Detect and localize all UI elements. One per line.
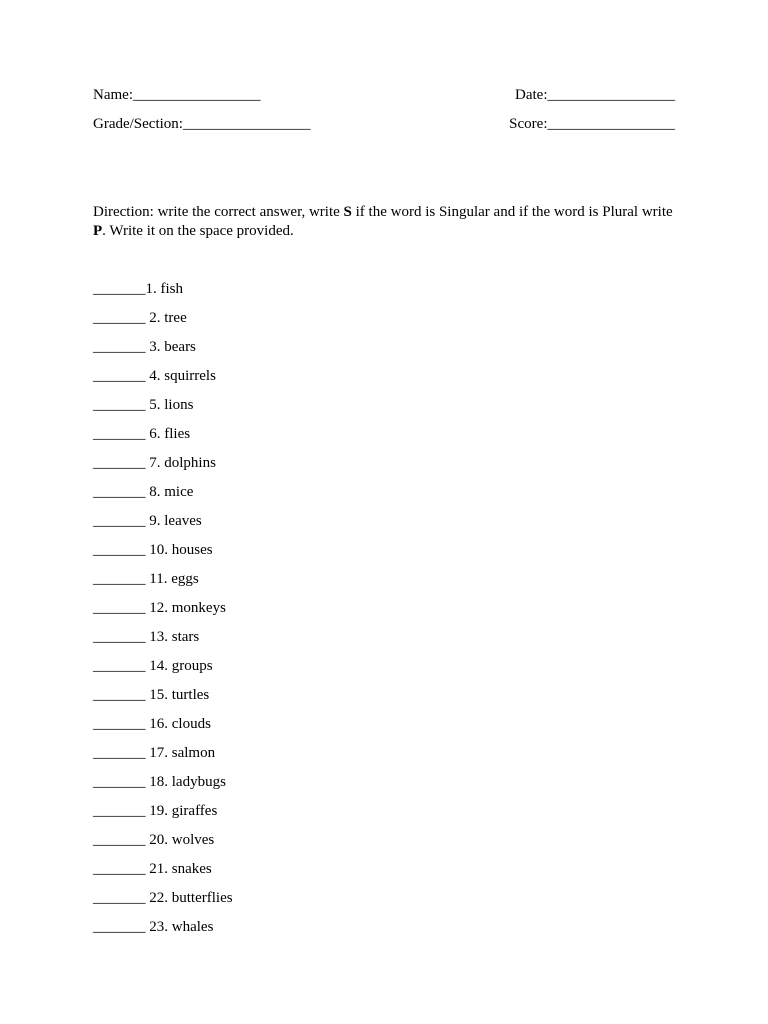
question-word: 4. squirrels bbox=[149, 368, 216, 384]
header-row-name-date bbox=[93, 87, 675, 107]
score-field[interactable]: Score:_________________ bbox=[509, 116, 675, 132]
question-word: 11. eggs bbox=[149, 571, 199, 587]
question-item bbox=[93, 715, 233, 744]
question-word: 19. giraffes bbox=[149, 803, 218, 819]
direction-singular-letter: S bbox=[343, 204, 352, 220]
direction-part3: . Write it on the space provided. bbox=[102, 223, 294, 239]
answer-blank[interactable]: _______ bbox=[93, 542, 150, 558]
question-item bbox=[93, 744, 233, 773]
date-field[interactable]: Date:_________________ bbox=[515, 87, 675, 103]
question-word: 5. lions bbox=[149, 397, 194, 413]
question-item bbox=[93, 512, 233, 541]
question-item bbox=[93, 483, 233, 512]
answer-blank[interactable]: _______ bbox=[93, 571, 150, 587]
question-word: 3. bears bbox=[149, 339, 196, 355]
directions-text bbox=[93, 203, 675, 241]
answer-blank[interactable]: _______ bbox=[93, 890, 150, 906]
question-word: 9. leaves bbox=[149, 513, 202, 529]
question-word: 18. ladybugs bbox=[149, 774, 226, 790]
answer-blank[interactable]: _______ bbox=[93, 368, 150, 384]
answer-blank[interactable]: _______ bbox=[93, 455, 150, 471]
question-item bbox=[93, 454, 233, 483]
question-word: 13. stars bbox=[149, 629, 200, 645]
question-word: 20. wolves bbox=[149, 832, 215, 848]
question-word: 17. salmon bbox=[149, 745, 216, 761]
question-item bbox=[93, 802, 233, 831]
question-item bbox=[93, 918, 233, 947]
question-item bbox=[93, 425, 233, 454]
question-word: 14. groups bbox=[149, 658, 213, 674]
question-list bbox=[93, 280, 233, 947]
question-word: 1. fish bbox=[145, 281, 183, 297]
answer-blank[interactable]: _______ bbox=[93, 484, 150, 500]
question-word: 22. butterflies bbox=[149, 890, 233, 906]
question-item bbox=[93, 338, 233, 367]
question-item bbox=[93, 889, 233, 918]
question-item bbox=[93, 860, 233, 889]
question-item bbox=[93, 628, 233, 657]
question-item bbox=[93, 599, 233, 628]
question-item bbox=[93, 367, 233, 396]
question-word: 8. mice bbox=[149, 484, 194, 500]
direction-part1: Direction: write the correct answer, write bbox=[93, 204, 344, 220]
answer-blank[interactable]: _______ bbox=[93, 281, 146, 297]
answer-blank[interactable]: _______ bbox=[93, 716, 150, 732]
answer-blank[interactable]: _______ bbox=[93, 426, 150, 442]
question-word: 16. clouds bbox=[149, 716, 211, 732]
question-item bbox=[93, 396, 233, 425]
answer-blank[interactable]: _______ bbox=[93, 832, 150, 848]
question-word: 7. dolphins bbox=[149, 455, 216, 471]
answer-blank[interactable]: _______ bbox=[93, 513, 150, 529]
question-word: 6. flies bbox=[149, 426, 191, 442]
question-item bbox=[93, 541, 233, 570]
direction-plural-letter: P bbox=[93, 223, 103, 239]
name-field[interactable]: Name:_________________ bbox=[93, 87, 261, 103]
question-item bbox=[93, 657, 233, 686]
question-item bbox=[93, 831, 233, 860]
question-item bbox=[93, 280, 233, 309]
question-word: 15. turtles bbox=[149, 687, 210, 703]
question-item bbox=[93, 570, 233, 599]
question-word: 10. houses bbox=[149, 542, 213, 558]
question-word: 23. whales bbox=[149, 919, 214, 935]
answer-blank[interactable]: _______ bbox=[93, 339, 150, 355]
answer-blank[interactable]: _______ bbox=[93, 919, 150, 935]
answer-blank[interactable]: _______ bbox=[93, 774, 150, 790]
grade-section-field[interactable]: Grade/Section:_________________ bbox=[93, 116, 311, 132]
answer-blank[interactable]: _______ bbox=[93, 629, 150, 645]
answer-blank[interactable]: _______ bbox=[93, 658, 150, 674]
answer-blank[interactable]: _______ bbox=[93, 310, 150, 326]
question-word: 2. tree bbox=[149, 310, 187, 326]
question-item bbox=[93, 309, 233, 338]
answer-blank[interactable]: _______ bbox=[93, 745, 150, 761]
direction-part2: if the word is Singular and if the word is Plural write bbox=[351, 204, 673, 220]
answer-blank[interactable]: _______ bbox=[93, 687, 150, 703]
answer-blank[interactable]: _______ bbox=[93, 600, 150, 616]
header-row-grade-score bbox=[93, 116, 675, 136]
question-item bbox=[93, 773, 233, 802]
question-word: 21. snakes bbox=[149, 861, 212, 877]
answer-blank[interactable]: _______ bbox=[93, 803, 150, 819]
question-item bbox=[93, 686, 233, 715]
answer-blank[interactable]: _______ bbox=[93, 861, 150, 877]
question-word: 12. monkeys bbox=[149, 600, 226, 616]
answer-blank[interactable]: _______ bbox=[93, 397, 150, 413]
